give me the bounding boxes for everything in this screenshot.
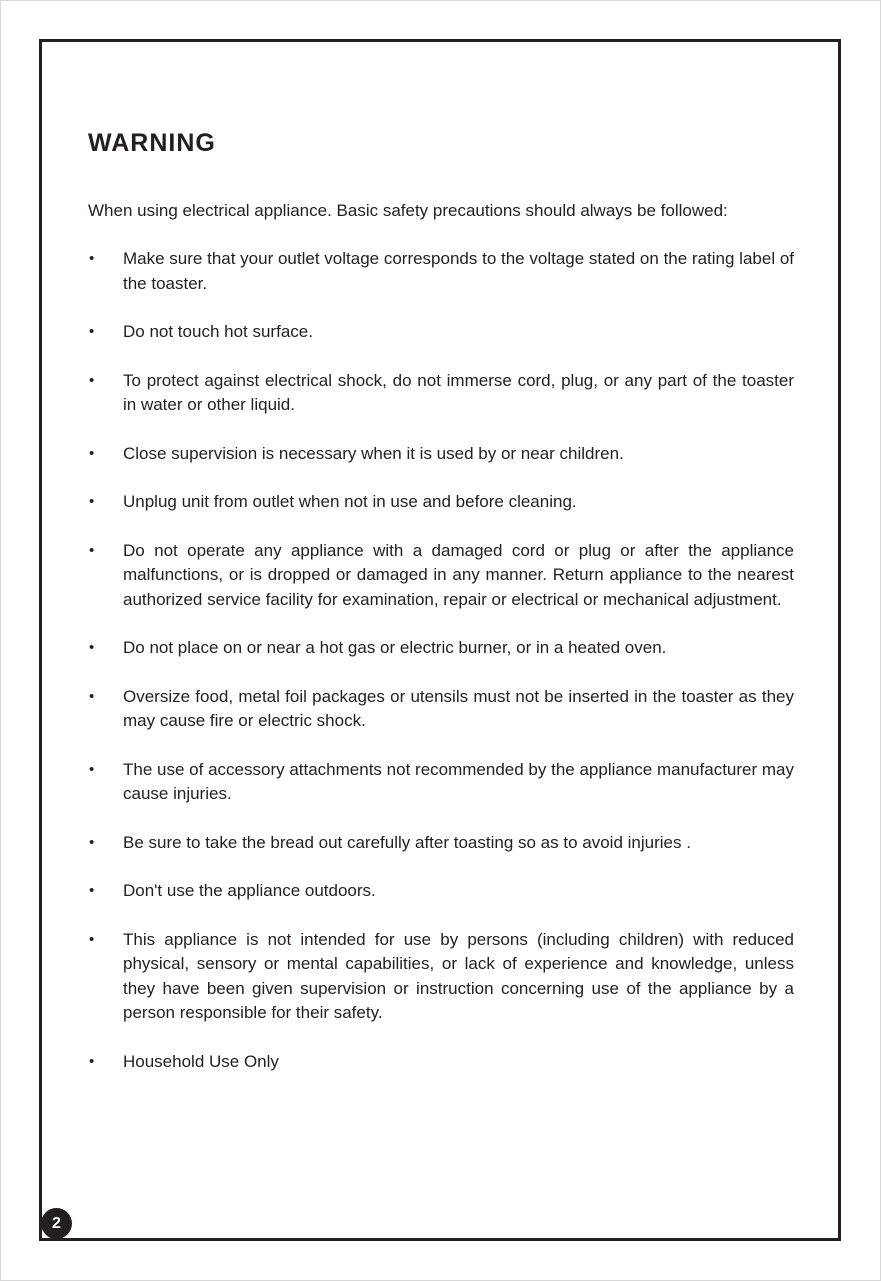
bullet-icon: • [89,1052,95,1070]
warning-heading: WARNING [88,129,216,157]
bullet-icon: • [89,444,95,462]
list-item-text: This appliance is not intended for use by persons (including children) with reduced physical, sensory or mental capabilities, or lack of experience and knowledge, unless they have been given supervision or instruction concerning use of the appliance by a person responsible for their safety. [123,929,794,1022]
list-item-text: To protect against electrical shock, do not immerse cord, plug, or any part of the toaster in water or other liquid. [123,370,794,414]
list-item [88,1050,794,1075]
bullet-icon: • [89,639,95,656]
list-item-text: Do not touch hot surface. [123,322,313,341]
list-item [88,685,794,734]
list-item [88,928,794,1026]
bullet-icon: • [89,760,95,778]
bullet-icon: • [89,687,95,705]
list-item [88,490,794,515]
list-item [88,879,794,904]
list-item-text: Do not place on or near a hot gas or electric burner, or in a heated oven. [123,638,667,657]
warning-list [88,247,794,1098]
list-item [88,442,794,467]
list-item-text: The use of accessory attachments not recommended by the appliance manufacturer may cause injuries. [123,759,794,803]
list-item-text: Household Use Only [123,1051,279,1071]
page-number-badge: 2 [41,1208,72,1239]
list-item-text: Do not operate any appliance with a damaged cord or plug or after the appliance malfunctions, or is dropped or damaged in any manner. Return appliance to the nearest authorized service facility for examination, repair or electrical or mechanical adjustment. [123,540,794,609]
list-item-text: Make sure that your outlet voltage corresponds to the voltage stated on the rating label of the toaster. [123,249,794,293]
intro-text: When using electrical appliance. Basic safety precautions should always be followed: [88,201,728,220]
list-item [88,247,794,296]
list-item-text: Be sure to take the bread out carefully after toasting so as to avoid injuries . [123,832,691,852]
list-item [88,831,794,856]
bullet-icon: • [89,371,95,389]
list-item-text: Close supervision is necessary when it is used by or near children. [123,443,624,463]
list-item-text: Oversize food, metal foil packages or utensils must not be inserted in the toaster as they may cause fire or electric shock. [123,686,794,730]
list-item [88,636,794,661]
bullet-icon: • [89,323,95,340]
bullet-icon: • [89,541,95,559]
bullet-icon: • [89,493,95,510]
bullet-icon: • [89,882,95,899]
list-item [88,758,794,807]
bullet-icon: • [89,833,95,851]
bullet-icon: • [89,250,95,267]
list-item-text: Unplug unit from outlet when not in use and before cleaning. [123,492,577,511]
bullet-icon: • [89,930,95,948]
list-item-text: Don't use the appliance outdoors. [123,881,376,900]
list-item [88,369,794,418]
list-item [88,539,794,613]
list-item [88,320,794,345]
